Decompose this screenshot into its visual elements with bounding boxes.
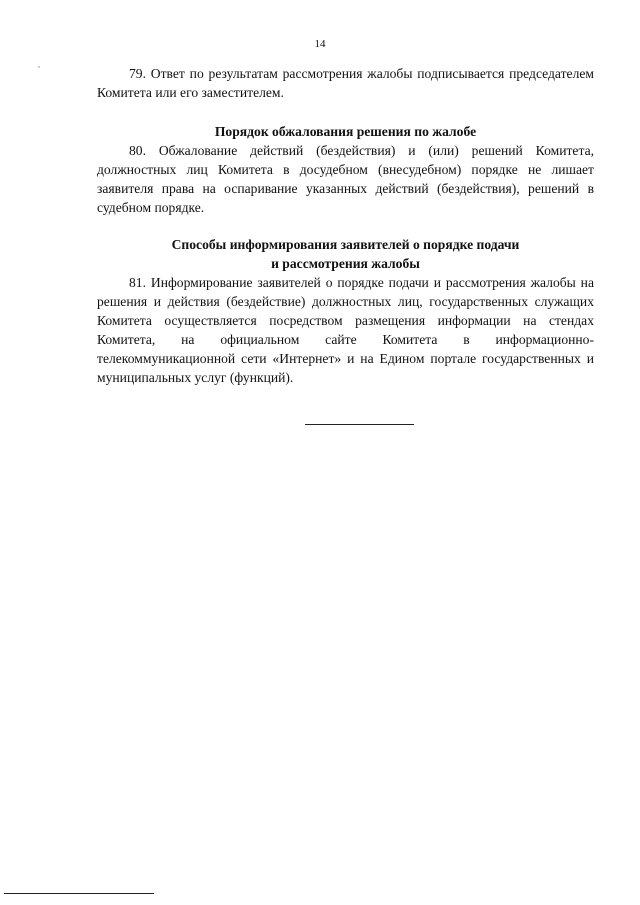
page-number: 14 [314,38,326,50]
scan-speck [38,66,40,68]
paragraph-79: 79. Ответ по результатам рассмотрения жалобы подписывается председателем Комитета или его заместителем. [97,66,594,100]
section-heading-appeal: Порядок обжалования решения по жалобе [214,124,477,139]
paragraph-81: 81. Информирование заявителей о порядке подачи и рассмотрения жалобы на решения и действия (бездействие) должностных лиц, государственных служащих Комитета осуществляется посредством размещения информации на стендах Комитета, на официальном сайте Комитета в информационно-телекоммуникационной сети «Интернет» и на Едином портале государственных и муниципальных услуг (функций). [97,275,594,385]
document-body [97,64,594,387]
section-heading-informing-line2: и рассмотрения жалобы [271,256,420,271]
section-heading-informing-line1: Способы информирования заявителей о порядке подачи [171,237,520,252]
footer-rule [4,893,154,894]
paragraph-80: 80. Обжалование действий (бездействия) и (или) решений Комитета, должностных лиц Комитета в досудебном (внесудебном) порядке не лишает заявителя права на оспаривание указанных действий (бездействия), решений в судебном порядке. [97,143,594,215]
end-of-text-rule [305,424,414,425]
section-heading-informing [97,235,594,273]
